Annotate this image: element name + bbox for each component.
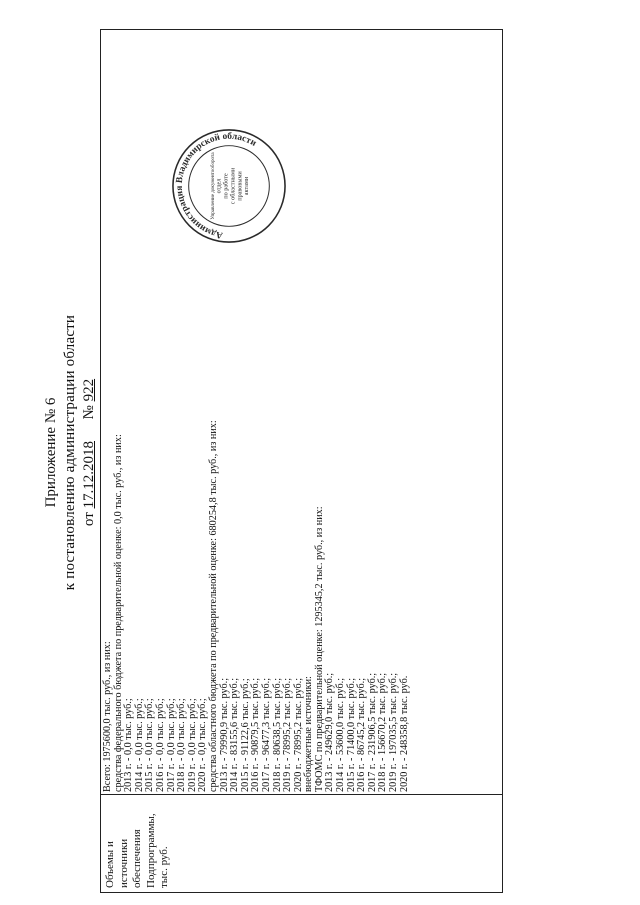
funding-line: Всего: 1975600,0 тыс. руб., из них:: [102, 641, 113, 792]
funding-line: 2016 г. - 86745,2 тыс. руб.;: [356, 677, 368, 792]
seal-inner-line: Управление документооборота: [209, 152, 216, 220]
funding-line: 2019 г. - 0,0 тыс. руб.;: [186, 698, 198, 792]
funding-label-cell: [101, 794, 502, 892]
funding-line: 2015 г. - 71400,0 тыс. руб.;: [345, 677, 357, 792]
funding-label: Объемы и источники обеспечения Подпрограммы, тыс. руб.: [104, 813, 170, 888]
appendix-title: Приложение № 6: [43, 397, 59, 508]
funding-line: 2018 г. - 156670,2 тыс. руб.;: [377, 672, 389, 792]
seal-inner-line: с областными: [229, 167, 237, 205]
funding-line: 2020 г. - 78995,2 тыс. руб.;: [292, 677, 304, 792]
funding-line: средства областного бюджета по предварительной оценке: 680254,8 тыс. руб., из них:: [207, 420, 219, 792]
funding-line: 2015 г. - 0,0 тыс. руб.;: [144, 698, 156, 792]
resolution-date-line: [80, 0, 98, 905]
funding-line: 2014 г. - 0,0 тыс. руб.;: [133, 698, 145, 792]
funding-line: 2017 г. - 231906,5 тыс. руб.;: [366, 672, 378, 792]
funding-line: 2013 г. - 0,0 тыс. руб.;: [123, 698, 135, 792]
resolution-reference: к постановлению администрации области: [62, 314, 78, 591]
funding-values-cell: [101, 30, 504, 794]
funding-table: [100, 29, 503, 893]
funding-line: 2015 г. - 91122,6 тыс. руб.;: [239, 678, 251, 792]
seal-inner-line: правовыми: [236, 171, 244, 201]
funding-line: 2018 г. - 80638,5 тыс. руб.;: [271, 677, 283, 792]
seal-inner-line: актами: [243, 176, 251, 196]
resolution-date: 17.12.2018: [81, 440, 97, 509]
official-seal-stamp: [170, 127, 288, 245]
date-prefix: от: [81, 512, 97, 527]
funding-line: средства федерального бюджета по предварительной оценке: 0,0 тыс. руб., из них:: [112, 434, 124, 792]
funding-line: 2020 г. - 0,0 тыс. руб.;: [197, 698, 209, 792]
funding-line: 2014 г. - 53600,0 тыс. руб.;: [335, 677, 347, 792]
funding-line: 2016 г. - 90879,5 тыс. руб.;: [250, 677, 262, 792]
funding-line: внебюджетные источники:: [303, 676, 315, 792]
resolution-number: 922: [81, 378, 97, 402]
funding-line: 2019 г. - 197035,5 тыс. руб.;: [388, 672, 400, 792]
funding-line: 2017 г. - 0,0 тыс. руб.;: [165, 698, 177, 792]
funding-line: 2020 г. - 248358,8 тыс. руб.: [398, 675, 410, 792]
seal-inner-line: по работе: [222, 173, 230, 199]
number-label: №: [81, 405, 97, 420]
funding-line: 2013 г. - 249629,0 тыс. руб.;: [324, 672, 336, 792]
funding-line: ТФОМС по предварительной оценке: 1295345,2 тыс. руб., из них:: [313, 506, 325, 792]
funding-line: 2014 г. - 83155,6 тыс. руб.;: [229, 677, 241, 792]
funding-line: 2018 г. - 0,0 тыс. руб.;: [176, 698, 188, 792]
seal-inner-line: отдел: [215, 178, 223, 194]
funding-line: 2017 г. - 96477,3 тыс. руб.;: [260, 677, 272, 792]
seal-outer-text: Администрация Владимирской области: [174, 131, 258, 240]
funding-line: 2016 г. - 0,0 тыс. руб.;: [154, 698, 166, 792]
funding-line: 2019 г. - 78995,2 тыс. руб.;: [282, 677, 294, 792]
funding-line: 2013 г. - 79990,9 тыс. руб.;: [218, 677, 230, 792]
